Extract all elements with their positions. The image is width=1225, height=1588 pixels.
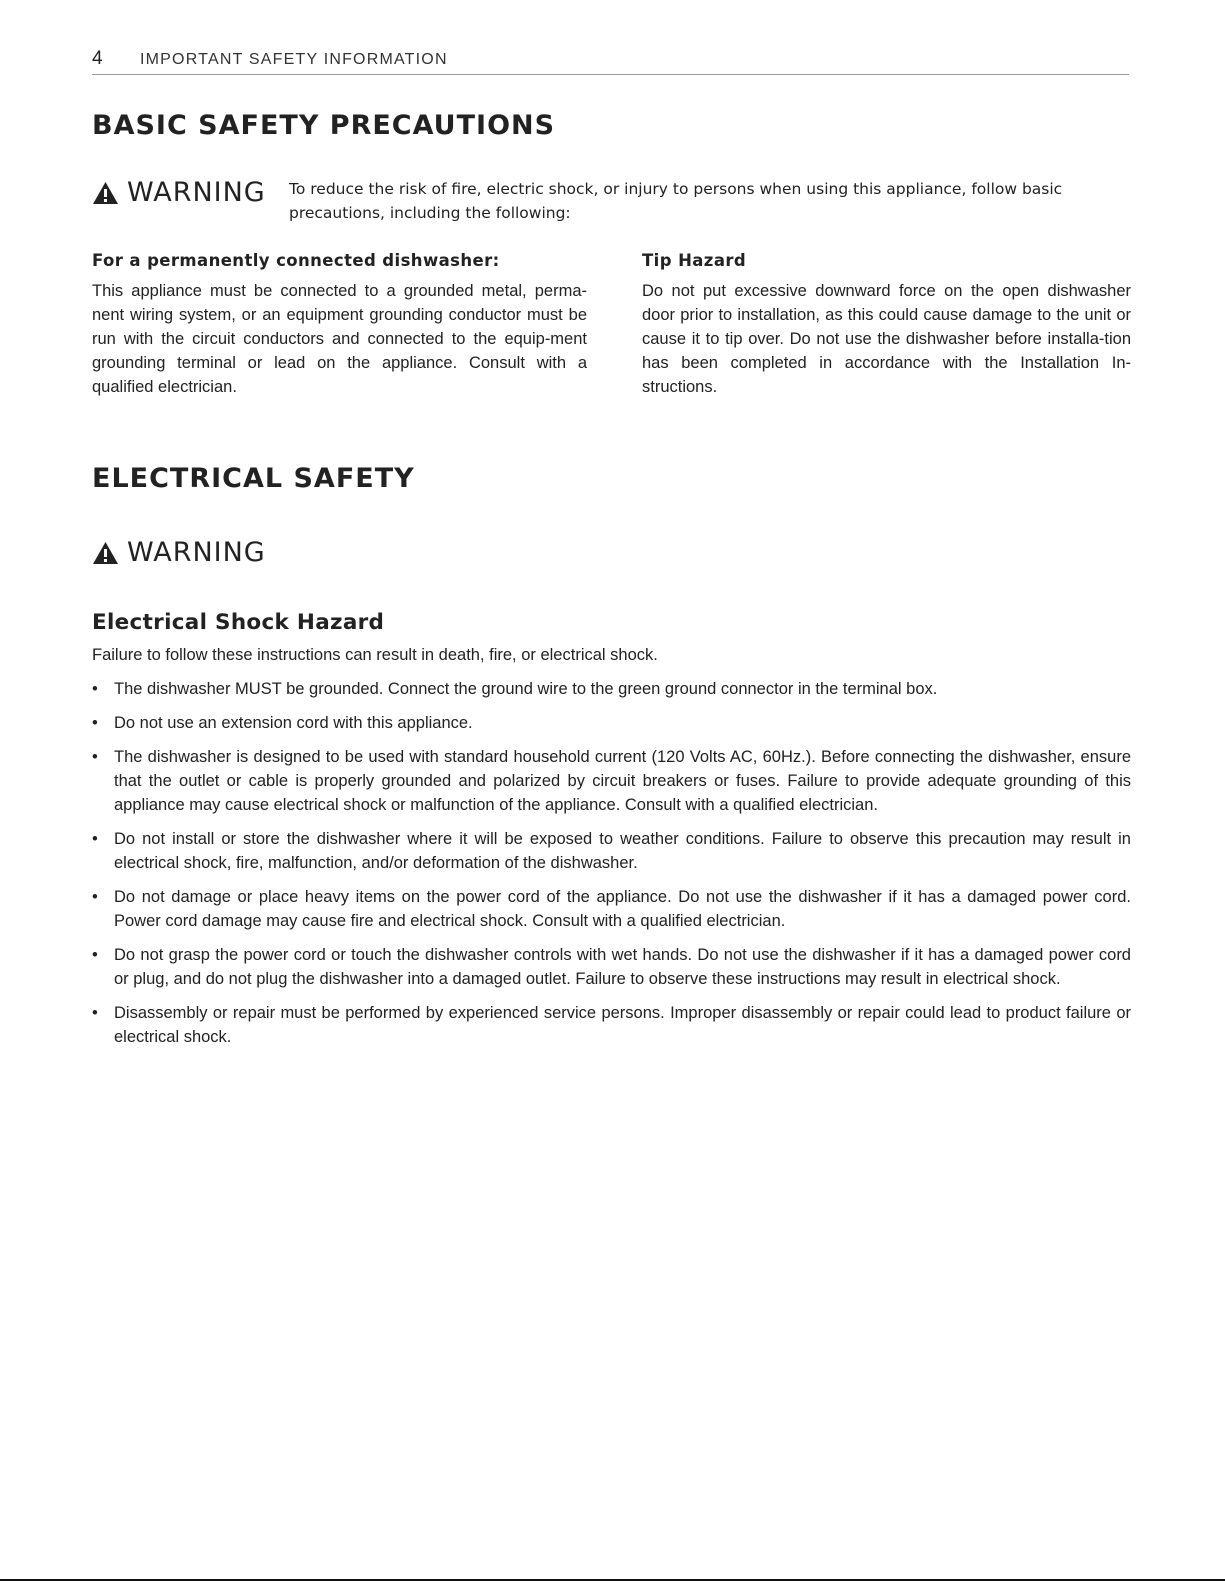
- bullet-marker: •: [92, 946, 98, 964]
- list-item: [92, 827, 1131, 875]
- list-item: [92, 677, 1131, 701]
- list-item: [92, 885, 1131, 933]
- list-item-text: Do not use an extension cord with this appliance.: [114, 714, 473, 732]
- electrical-shock-subheading: Electrical Shock Hazard: [92, 610, 385, 635]
- basic-warning-label: [92, 177, 266, 208]
- warning-intro-text: To reduce the risk of fire, electric shock, or injury to persons when using this appliance, follow basic precautions, including the following:: [289, 180, 1063, 222]
- warning-word: WARNING: [127, 537, 266, 568]
- tip-hazard-text: Do not put excessive downward force on the open dishwasher door prior to installation, as this could cause damage to the unit or cause it to tip over. Do not use the dishwasher before installa-tion has been completed in accordance with the Installation In-structions.: [642, 282, 1131, 396]
- list-item: [92, 943, 1131, 991]
- bullet-marker: •: [92, 680, 98, 698]
- list-item: [92, 711, 1131, 735]
- list-item-text: The dishwasher is designed to be used with standard household current (120 Volts AC, 60Hz.). Before connecting the dishwasher, ensure that the outlet or cable is properly grounded and polarized by circuit breakers or fuses. Failure to provide adequate grounding of this appliance may cause electrical shock or malfunction of the appliance. Consult with a qualified electrician.: [114, 748, 1131, 814]
- list-item-text: The dishwasher MUST be grounded. Connect the ground wire to the green ground connector in the terminal box.: [114, 680, 938, 698]
- page-number: 4: [92, 48, 103, 69]
- bullet-marker: •: [92, 714, 98, 732]
- permanent-connection-heading: For a permanently connected dishwasher:: [92, 251, 500, 270]
- header-title: IMPORTANT SAFETY INFORMATION: [140, 51, 448, 68]
- permanent-connection-section: [92, 251, 587, 399]
- tip-hazard-section: [642, 251, 1131, 399]
- tip-hazard-heading: Tip Hazard: [642, 251, 747, 270]
- bullet-marker: •: [92, 888, 98, 906]
- warning-word: WARNING: [127, 177, 266, 208]
- list-item-text: Do not install or store the dishwasher where it will be exposed to weather conditions. Failure to observe this precaution may result in electrical shock, fire, malfunction, and/or deformation of the dishwasher.: [114, 830, 1131, 872]
- bullet-marker: •: [92, 830, 98, 848]
- electrical-warning-label: [92, 537, 266, 568]
- list-item-text: Do not grasp the power cord or touch the dishwasher controls with wet hands. Do not use the dishwasher if it has a damaged power cord or plug, and do not plug the dishwasher into a damaged outlet. Failure to observe these instructions may result in electrical shock.: [114, 946, 1131, 988]
- electrical-safety-title: ELECTRICAL SAFETY: [92, 463, 415, 494]
- electrical-bullet-list: [92, 677, 1131, 1059]
- permanent-connection-text: This appliance must be connected to a grounded metal, perma-nent wiring system, or an equipment grounding conductor must be run with the circuit conductors and connected to the equip-ment grounding terminal or lead on the appliance. Consult with a qualified electrician.: [92, 282, 587, 396]
- bullet-marker: •: [92, 1004, 98, 1022]
- page-header: [92, 48, 1129, 75]
- page-bottom-rule: [0, 1579, 1225, 1581]
- list-item: [92, 745, 1131, 817]
- list-item-text: Do not damage or place heavy items on the power cord of the appliance. Do not use the dishwasher if it has a damaged power cord. Power cord damage may cause fire and electrical shock. Consult with a qualified electrician.: [114, 888, 1131, 930]
- basic-safety-title: BASIC SAFETY PRECAUTIONS: [92, 110, 556, 141]
- electrical-shock-lead: Failure to follow these instructions can result in death, fire, or electrical shock.: [92, 646, 658, 664]
- list-item: [92, 1001, 1131, 1049]
- warning-triangle-icon: [92, 181, 119, 205]
- list-item-text: Disassembly or repair must be performed by experienced service persons. Improper disassembly or repair could lead to product failure or electrical shock.: [114, 1004, 1131, 1046]
- warning-triangle-icon: [92, 541, 119, 565]
- bullet-marker: •: [92, 748, 98, 766]
